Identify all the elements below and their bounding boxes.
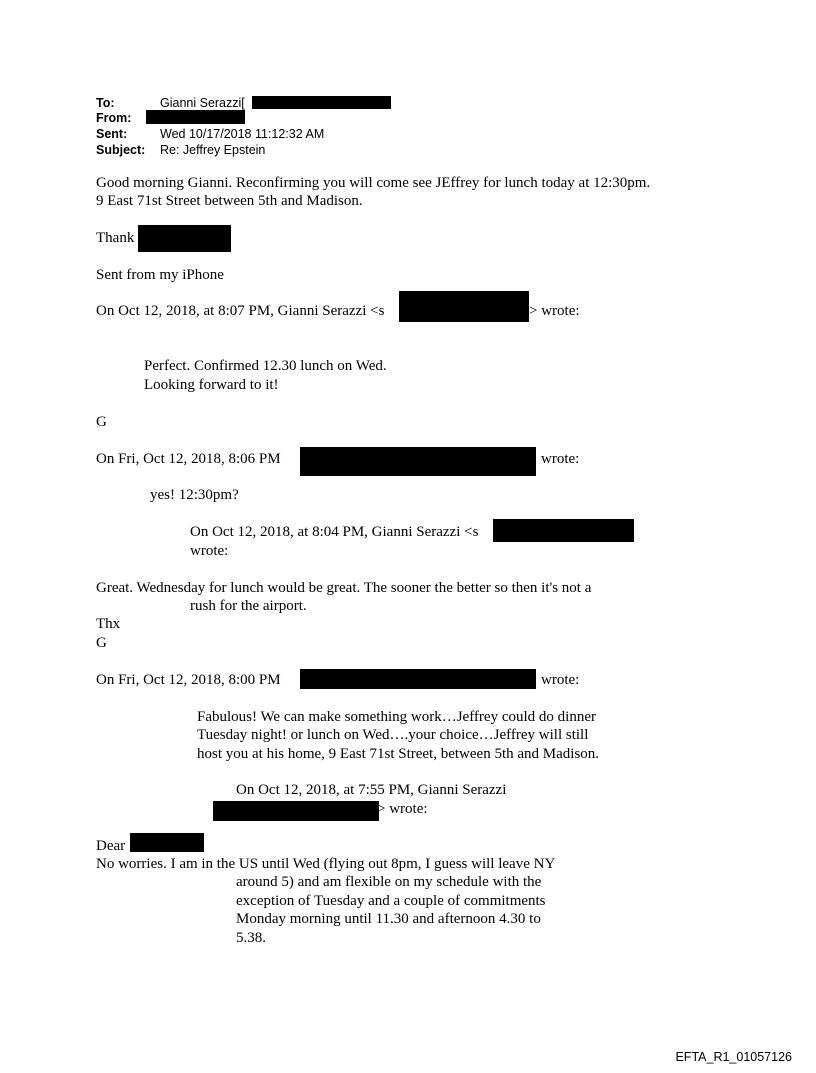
redaction-dear	[130, 833, 204, 852]
perfect-line-2: Looking forward to it!	[144, 377, 279, 393]
quote-4-prefix: On Fri, Oct 12, 2018, 8:00 PM	[96, 672, 281, 688]
great-line-1: Great. Wednesday for lunch would be great. The sooner the better so then it's not a	[96, 580, 592, 596]
no-worries-line-4: Monday morning until 11.30 and afternoon 4.30 to	[236, 911, 541, 927]
sent-value: Wed 10/17/2018 11:12:32 AM	[160, 127, 325, 141]
no-worries-line-2: around 5) and am flexible on my schedule with the	[236, 874, 542, 890]
sign-g-1: G	[96, 414, 107, 430]
subject-value: Re: Jeffrey Epstein	[160, 143, 266, 157]
quote-1-prefix: On Oct 12, 2018, at 8:07 PM, Gianni Serazzi <s	[96, 303, 385, 319]
redaction-quote-3	[493, 519, 634, 542]
to-value: Gianni Serazzi[	[160, 96, 245, 110]
perfect-line-1: Perfect. Confirmed 12.30 lunch on Wed.	[144, 358, 387, 374]
fabulous-line-2: Tuesday night! or lunch on Wed….your choice…Jeffrey will still	[197, 727, 589, 743]
no-worries-line-5: 5.38.	[236, 930, 266, 946]
quote-2-suffix: wrote:	[541, 451, 580, 467]
sent-label: Sent:	[96, 127, 128, 141]
redaction-quote-1	[399, 291, 529, 322]
no-worries-line-3: exception of Tuesday and a couple of commitments	[236, 893, 546, 909]
fabulous-line-3: host you at his home, 9 East 71st Street, between 5th and Madison.	[197, 746, 600, 762]
redaction-thanks	[138, 225, 231, 252]
dear-text: Dear	[96, 838, 126, 854]
yes-line: yes! 12:30pm?	[150, 487, 239, 503]
body-line-1: Good morning Gianni. Reconfirming you will come see JEffrey for lunch today at 12:30pm.	[96, 175, 651, 191]
quote-2-prefix: On Fri, Oct 12, 2018, 8:06 PM	[96, 451, 281, 467]
from-label: From:	[96, 111, 132, 125]
sign-g-2: G	[96, 635, 107, 651]
redaction-quote-4	[300, 669, 536, 689]
quote-3-wrote: wrote:	[190, 543, 229, 559]
document-id: EFTA_R1_01057126	[675, 1050, 792, 1064]
redaction-to	[252, 96, 391, 109]
no-worries-line-1: No worries. I am in the US until Wed (flying out 8pm, I guess will leave NY	[96, 856, 556, 872]
redaction-quote-5	[213, 801, 379, 821]
fabulous-line-1: Fabulous! We can make something work…Jeffrey could do dinner	[197, 709, 596, 725]
redaction-from	[146, 110, 245, 124]
quote-5-suffix: > wrote:	[377, 801, 428, 817]
thanks-text: Thank	[96, 230, 135, 246]
subject-label: Subject:	[96, 143, 146, 157]
quote-3-prefix: On Oct 12, 2018, at 8:04 PM, Gianni Serazzi <s	[190, 524, 479, 540]
thx-text: Thx	[96, 616, 121, 632]
to-label: To:	[96, 96, 115, 110]
quote-4-suffix: wrote:	[541, 672, 580, 688]
great-line-2: rush for the airport.	[190, 598, 307, 614]
quote-5-line-1: On Oct 12, 2018, at 7:55 PM, Gianni Serazzi	[236, 782, 507, 798]
body-line-2: 9 East 71st Street between 5th and Madison.	[96, 193, 363, 209]
quote-1-suffix: > wrote:	[529, 303, 580, 319]
sent-from-text: Sent from my iPhone	[96, 267, 224, 283]
redaction-quote-2	[300, 447, 536, 476]
